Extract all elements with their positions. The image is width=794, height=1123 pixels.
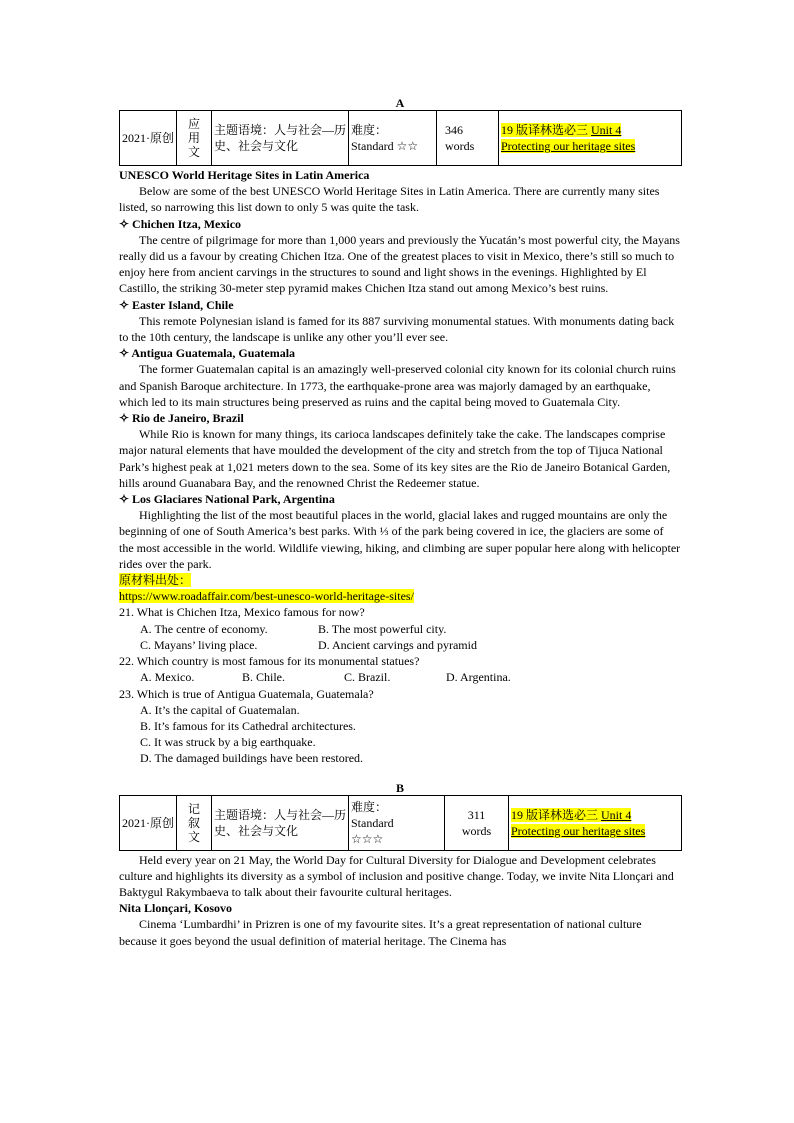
article-intro: Held every year on 21 May, the World Day for Cultural Diversity for Dialogue and Development celebrates culture and highlights its diversity as a symbol of inclusion and positive change. Today, we invite Nita Llonçari and Baktygul Rakymbaeva to talk about their favourite cultural heritages.: [119, 852, 674, 899]
site-heading: ✧ Chichen Itza, Mexico: [119, 216, 242, 231]
question-stem: 23. Which is true of Antigua Guatemala, Guatemala?: [119, 686, 374, 701]
option: D. Argentina.: [446, 670, 511, 685]
option: B. It’s famous for its Cathedral architectures.: [140, 718, 356, 733]
section-b-letter: B: [395, 780, 404, 795]
site-heading: ✧ Easter Island, Chile: [119, 297, 234, 312]
option: A. It’s the capital of Guatemalan.: [140, 702, 300, 717]
site-heading: ✧ Los Glaciares National Park, Argentina: [119, 492, 335, 507]
question-options: [119, 669, 681, 685]
document-page: [119, 96, 681, 949]
meta-word-count: 346 words: [437, 111, 499, 166]
option: B. Chile.: [242, 670, 286, 685]
meta-textbook-source: 19 版译林选必三 Unit 4 Protecting our heritage sites: [509, 795, 682, 850]
meta-genre: 记 叙 文: [177, 795, 212, 850]
source-url: https://www.roadaffair.com/best-unesco-world-heritage-sites/: [119, 589, 414, 604]
option: D. The damaged buildings have been restored.: [140, 751, 364, 766]
option: C. Mayans’ living place.: [140, 637, 258, 652]
meta-genre: 应 用 文: [177, 111, 212, 166]
question-stem: 22. Which country is most famous for its monumental statues?: [119, 654, 420, 669]
meta-theme: 主题语境：人与社会—历史、社会与文化: [212, 795, 349, 850]
site-body: While Rio is known for many things, its carioca landscapes definitely take the cake. The landscapes comprise major natural elements that have moulded the development of the city and stretch from the top of Tijuca National Park’s highest peak at 1,021 meters down to the sea. Some of its key sites are the Rio de Janeiro Botanical Garden, hills around Guanabara Bay, and the renowned Christ the Redeemer statue.: [119, 427, 671, 490]
option: A. Mexico.: [140, 670, 195, 685]
option: D. Ancient carvings and pyramid: [318, 637, 477, 652]
question-stem: 21. What is Chichen Itza, Mexico famous for now?: [119, 605, 365, 620]
question-options: [119, 637, 681, 653]
site-heading: ✧ Rio de Janeiro, Brazil: [119, 411, 244, 426]
section-a-meta-table: [119, 110, 682, 166]
meta-word-count: 311 words: [445, 795, 509, 850]
site-body: The centre of pilgrimage for more than 1,000 years and previously the Yucatán’s most powerful city, the Mayans really did us a favour by creating Chichen Itza. One of the greatest places to visit in Mexico, there’s still so much to enjoy here from ancient carvings in the structures to sound and light shows in the evenings. Highlighted by El Castillo, the striking 30-meter step pyramid makes Chichen Itza stand out among Mexico’s best ruins.: [119, 232, 680, 296]
site-body: This remote Polynesian island is famed for its 887 surviving monumental statues. With monuments dating back to the 10th century, the landscape is unlike any other you’ll ever see.: [119, 313, 675, 345]
question-options: [119, 621, 681, 637]
site-heading: ✧ Antigua Guatemala, Guatemala: [119, 346, 296, 361]
article-intro: Below are some of the best UNESCO World Heritage Sites in Latin America. There are currently many sites listed, so narrowing this list down to only 5 was quite the task.: [119, 184, 660, 215]
option: C. Brazil.: [344, 670, 391, 685]
meta-textbook-source: 19 版译林选必三 Unit 4 Protecting our heritage sites: [499, 111, 682, 166]
person-heading: Nita Llonçari, Kosovo: [119, 901, 232, 916]
meta-difficulty: 难度： Standard ☆☆: [349, 111, 437, 166]
meta-year: 2021·原创: [120, 111, 177, 166]
meta-difficulty: 难度： Standard ☆☆☆: [349, 795, 445, 850]
site-body: The former Guatemalan capital is an amazingly well-preserved colonial city known for its colonial church ruins and Spanish Baroque architecture. In 1773, the earthquake-prone area was majorly damaged by an earthquake, which led to its main structures being preserved as ruins and the capital being moved to Guatemala City.: [119, 362, 676, 409]
meta-theme: 主题语境：人与社会—历史、社会与文化: [212, 111, 349, 166]
option: A. The centre of economy.: [140, 621, 268, 636]
article-title: UNESCO World Heritage Sites in Latin America: [119, 168, 370, 182]
section-a-letter: A: [395, 96, 405, 110]
option: C. It was struck by a big earthquake.: [140, 735, 316, 750]
site-body: Highlighting the list of the most beautiful places in the world, glacial lakes and rugged mountains are only the beginning of one of South America’s best parks. With ⅓ of the park being covered in ice, the glaciers are some of the most accessible in the world. Wildlife viewing, hiking, and climbing are super popular here along with helicopter rides over the park.: [119, 508, 681, 571]
person-body: Cinema ‘Lumbardhi’ in Prizren is one of my favourite sites. It’s a great representation of national culture because it goes beyond the usual definition of material heritage. The Cinema has: [119, 917, 642, 948]
meta-year: 2021·原创: [120, 795, 177, 850]
source-label: 原材料出处：: [119, 573, 192, 588]
section-b-meta-table: [119, 795, 682, 851]
option: B. The most powerful city.: [318, 621, 447, 636]
